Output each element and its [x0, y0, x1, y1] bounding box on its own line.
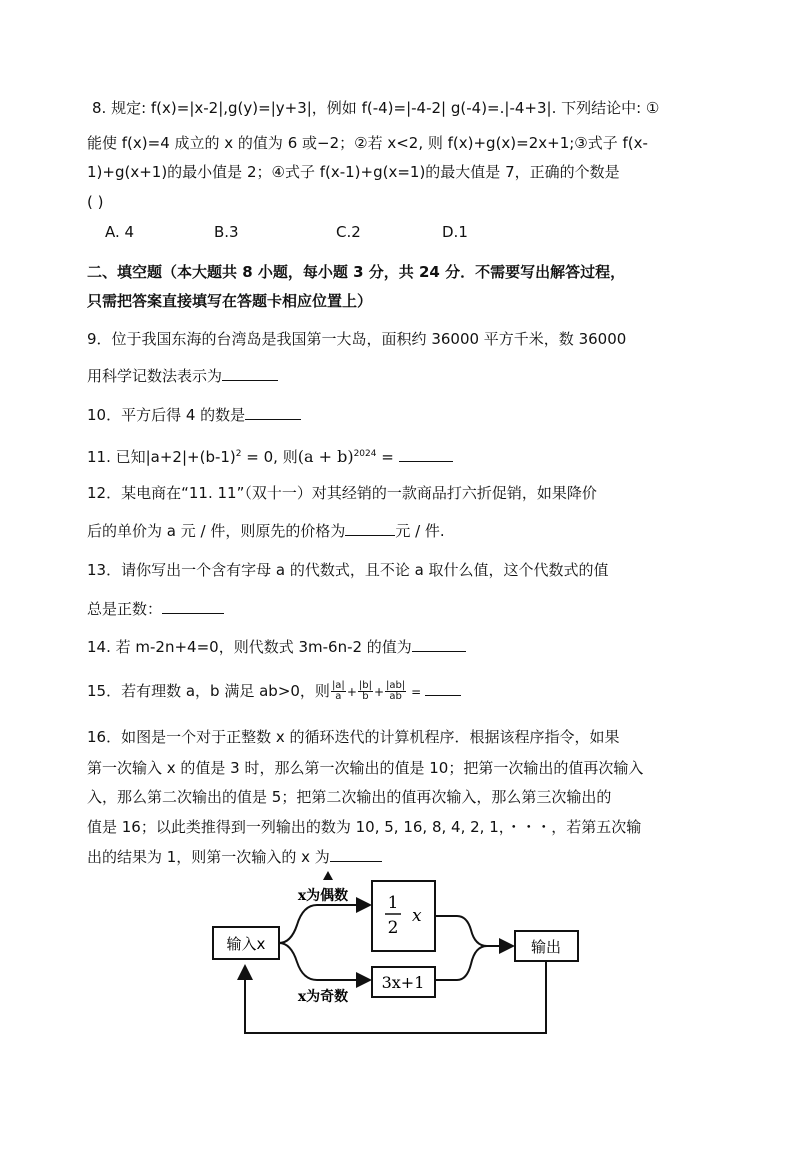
q14-line: [87, 637, 466, 657]
even-label: x为偶数: [297, 888, 349, 904]
q15-pre: 15．若有理数 a，b 满足 ab>0，则: [87, 682, 330, 700]
section2-heading-line2: 只需把答案直接填写在答题卡相应位置上）: [87, 292, 373, 310]
q12-answer-blank[interactable]: [345, 521, 395, 536]
q15-frac-b-num: |b|: [358, 680, 372, 691]
q15-plus-2: +: [373, 685, 385, 699]
q8-line1: 8. 规定: f(x)=|x-2|,g(y)=|y+3|，例如 f(-4)=|-4-2| g(-4)=.|-4+3|. 下列结论中: ①: [92, 99, 660, 117]
q15-frac-a: [331, 681, 346, 702]
q12-line1: 12．某电商在“11. 11”（双十一）对其经销的一款商品打六折促销，如果降价: [87, 484, 597, 502]
q11-square: 2: [235, 449, 242, 459]
q15-frac-b-den: b: [362, 691, 369, 702]
q16-line1: 16．如图是一个对于正整数 x 的循环迭代的计算机程序．根据该程序指令，如果: [87, 728, 620, 746]
output-label: 输出: [530, 938, 562, 956]
q8-line3: 1)+g(x+1)的最小值是 2；④式子 f(x-1)+g(x=1)的最大值是 7，正确的个数是: [87, 163, 620, 181]
half-numerator: 1: [387, 893, 399, 913]
q8-option-a: A. 4: [105, 223, 135, 241]
section2-heading-line1: 二、填空题（本大题共 8 小题，每小题 3 分，共 24 分．不需要写出解答过程，: [87, 263, 626, 281]
q14-text: 14. 若 m-2n+4=0，则代数式 3m-6n-2 的值为: [87, 638, 412, 656]
q9-line2: [87, 366, 278, 386]
q13-line2-text: 总是正数：: [87, 600, 163, 618]
q15-frac-a-den: a: [335, 691, 342, 702]
q15-plus-1: +: [346, 685, 357, 699]
q11-line: [87, 444, 453, 467]
q10-line: [87, 405, 301, 425]
q11-mid: = 0, 则: [241, 448, 298, 466]
q12-unit: 元 / 件.: [395, 522, 445, 540]
up-arrow-icon: [323, 871, 333, 880]
q16-line2: 第一次输入 x 的值是 3 时，那么第一次输出的值是 10；把第一次输出的值再次输入: [87, 759, 644, 777]
q11-expr: (a + b): [297, 447, 354, 466]
q11-pre: 11. 已知|a+2|+(b-1): [87, 448, 236, 466]
q9-line1: 9．位于我国东海的台湾岛是我国第一大岛，面积约 36000 平方千米，数 36000: [87, 330, 627, 348]
merge-arrow-bottom: [435, 946, 487, 980]
program-flowchart: [205, 870, 605, 1050]
odd-label: x为奇数: [297, 989, 349, 1005]
input-label: 输入x: [226, 935, 266, 953]
q15-frac-b: [358, 681, 373, 702]
half-denominator: 2: [387, 918, 399, 938]
q15-answer-blank[interactable]: [425, 681, 461, 696]
q13-line2: [87, 599, 224, 619]
q12-line2-text: 后的单价为 a 元 / 件，则原先的价格为: [87, 522, 346, 540]
q10-text: 10．平方后得 4 的数是: [87, 406, 246, 424]
even-branch-arrow: [279, 905, 370, 943]
q15-line: [87, 681, 461, 702]
q13-answer-blank[interactable]: [162, 599, 224, 614]
q16-line5-text: 出的结果为 1，则第一次输入的 x 为: [87, 848, 330, 866]
q14-answer-blank[interactable]: [412, 637, 466, 652]
q10-answer-blank[interactable]: [245, 405, 301, 420]
q15-frac-ab-num: |ab|: [386, 680, 406, 691]
odd-branch-arrow: [279, 943, 370, 980]
q13-line1: 13．请你写出一个含有字母 a 的代数式，且不论 a 取什么值，这个代数式的值: [87, 561, 609, 579]
q15-frac-a-num: |a|: [331, 680, 345, 691]
q15-frac-ab-den: ab: [389, 691, 402, 702]
q15-frac-ab: [385, 681, 406, 702]
q8-answer-paren: ( ): [87, 193, 104, 211]
q9-answer-blank[interactable]: [222, 366, 278, 381]
odd-operation-label: 3x+1: [381, 973, 425, 992]
half-operation-box: [372, 881, 435, 951]
q16-line3: 入，那么第二次输出的值是 5；把第二次输出的值再次输入，那么第三次输出的: [87, 788, 612, 806]
q11-answer-blank[interactable]: [399, 447, 453, 462]
q9-line2-text: 用科学记数法表示为: [87, 367, 223, 385]
q11-eq: =: [376, 448, 399, 466]
q8-line2: 能使 f(x)=4 成立的 x 的值为 6 或−2；②若 x<2, 则 f(x)+g(x)=2x+1;③式子 f(x-: [87, 134, 648, 152]
q16-line5: [87, 847, 382, 867]
q16-answer-blank[interactable]: [330, 847, 382, 862]
merge-arrow-top: [435, 916, 513, 946]
q11-exponent: 2024: [353, 449, 377, 459]
q12-line2: [87, 521, 445, 541]
half-variable: x: [412, 906, 422, 926]
q8-option-c: C.2: [336, 223, 361, 241]
q8-option-b: B.3: [214, 223, 239, 241]
q8-option-d: D.1: [442, 223, 468, 241]
q15-eq: =: [407, 685, 425, 699]
q16-line4: 值是 16；以此类推得到一列输出的数为 10, 5, 16, 8, 4, 2, 1，・・・，若第五次输: [87, 818, 642, 836]
